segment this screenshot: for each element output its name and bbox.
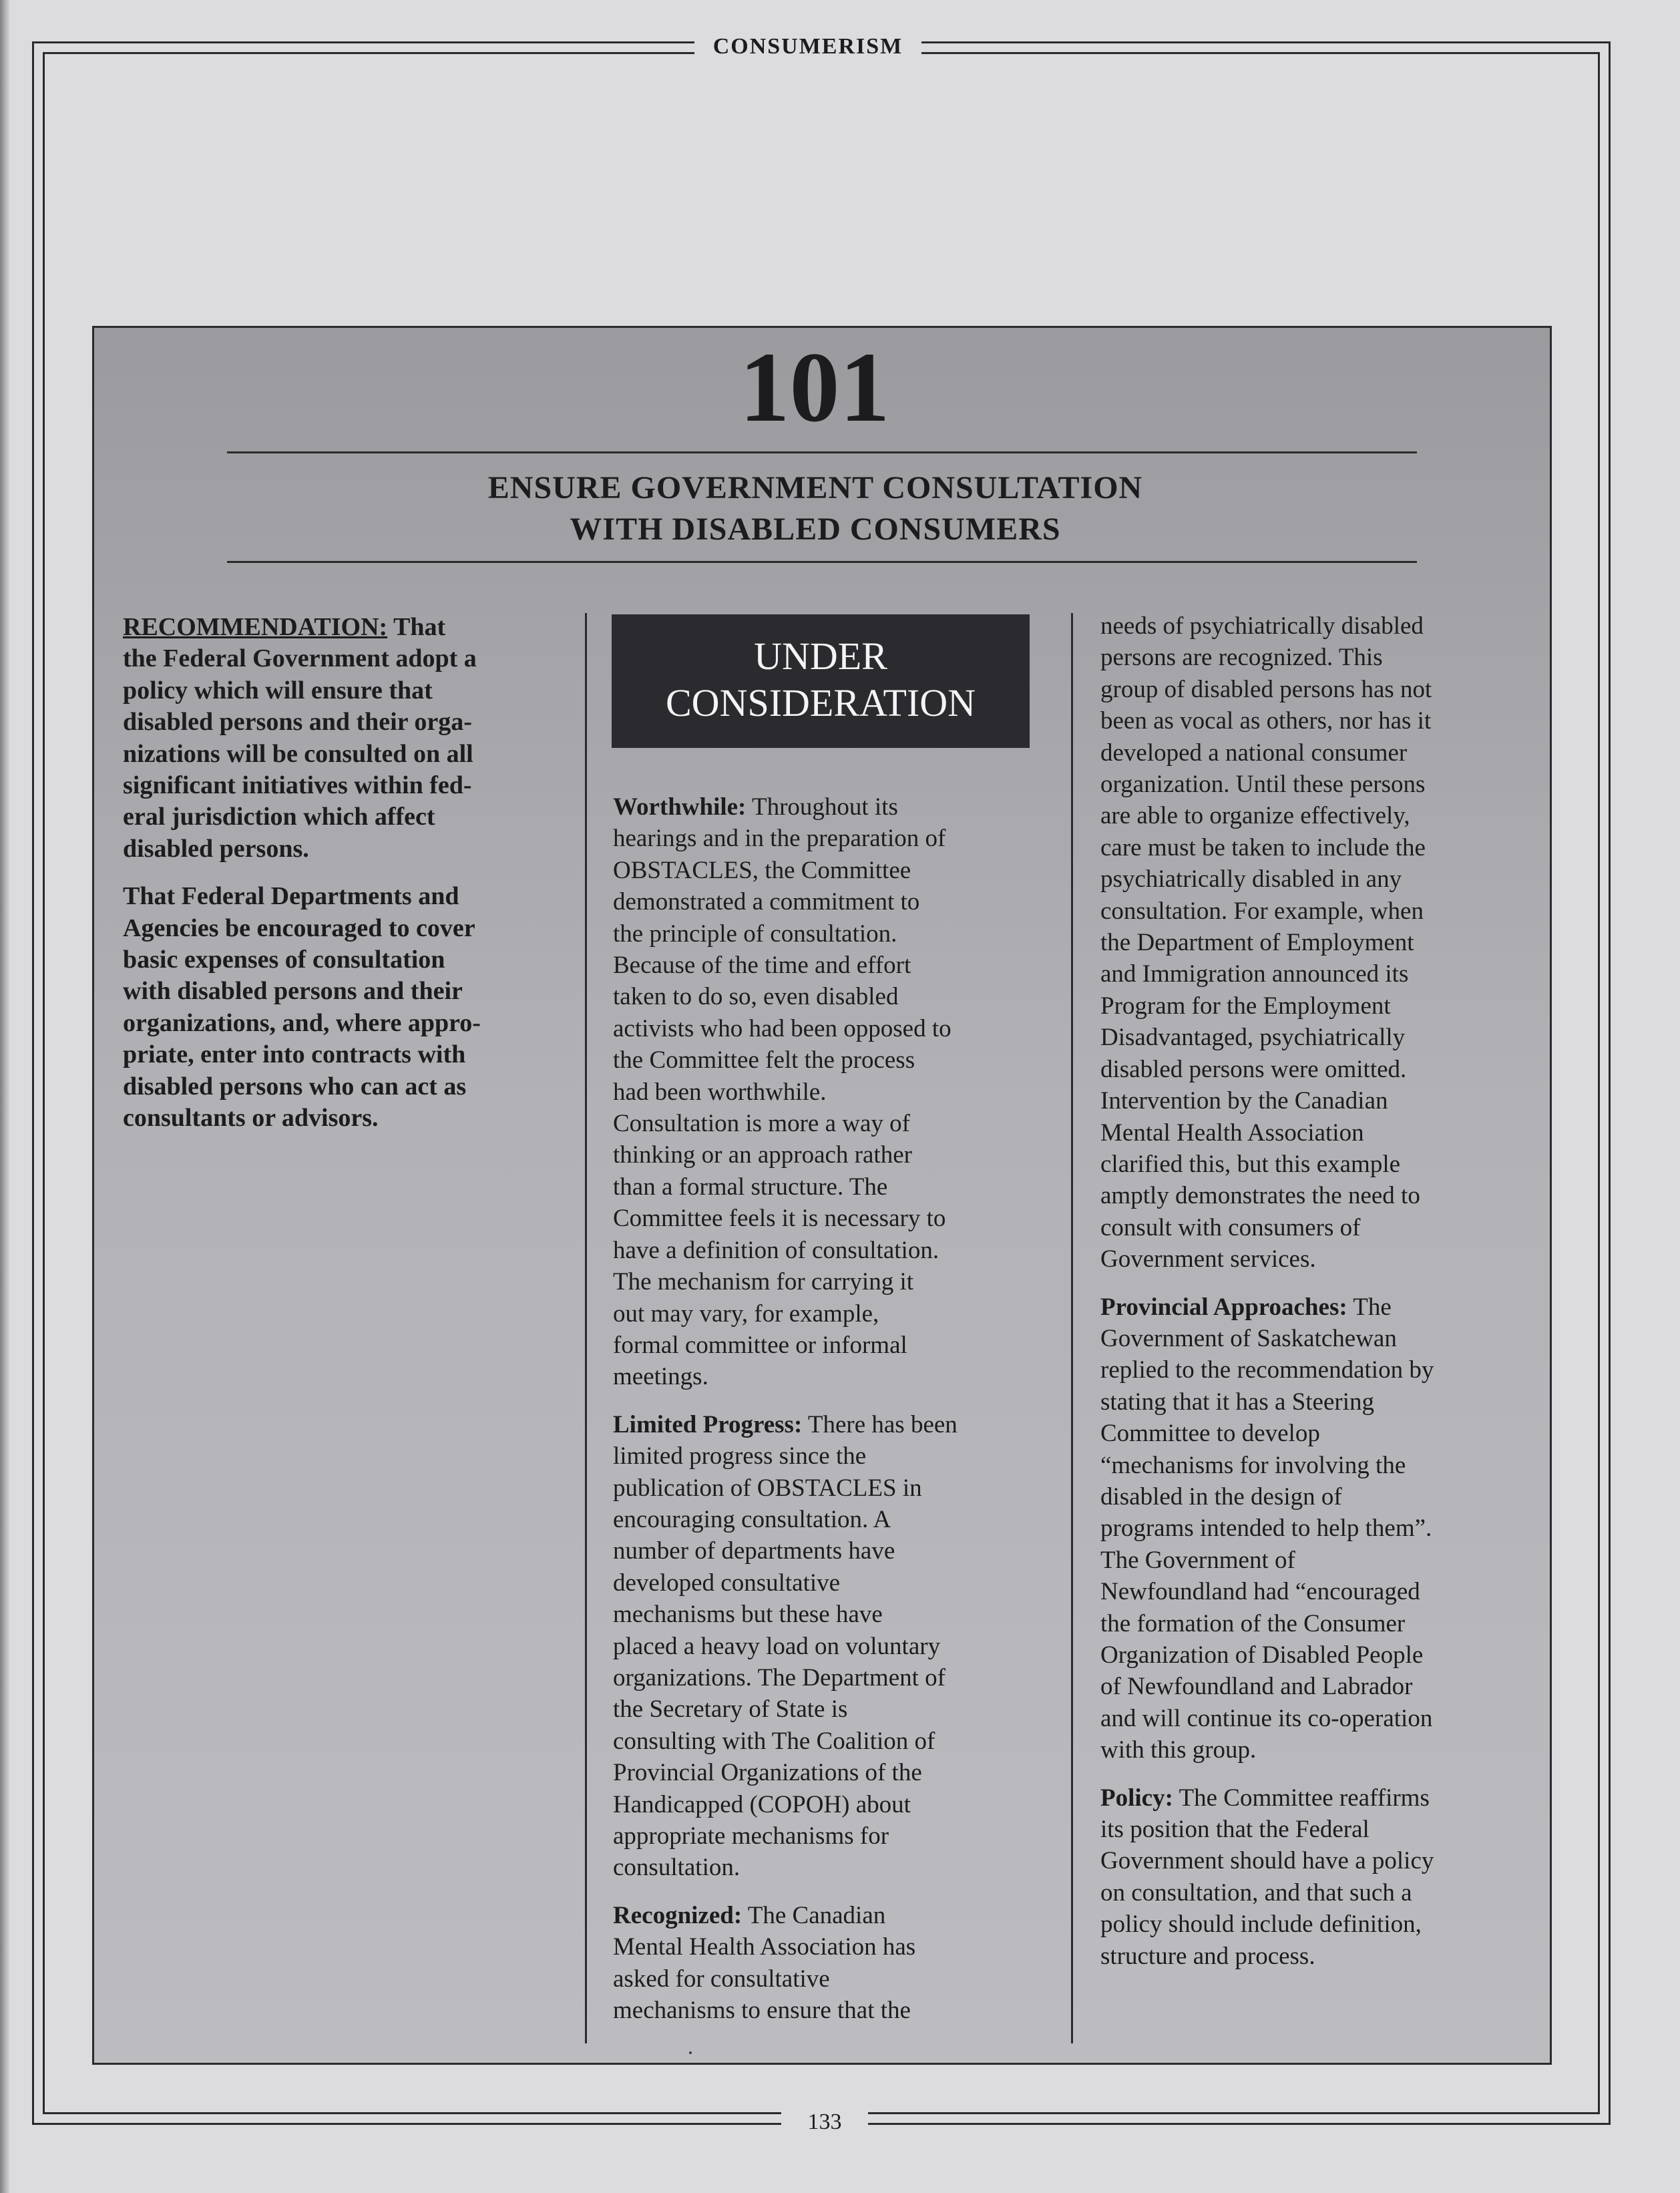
text-line: replied to the recommendation by (1100, 1356, 1434, 1384)
text-line: Committee to develop (1100, 1420, 1320, 1448)
column-divider-right (1071, 613, 1073, 2043)
text-line: hearings and in the preparation of (613, 825, 946, 853)
text-line: care must be taken to include the (1100, 833, 1426, 861)
text-line: OBSTACLES, the Committee (613, 856, 911, 884)
text-line: Program for the Employment (1100, 992, 1391, 1020)
title-rule-bottom (227, 561, 1417, 563)
provincial-approaches-paragraph (1100, 1291, 1528, 1766)
text-line: and Immigration announced its (1100, 960, 1409, 988)
text-line: disabled persons and their orga- (123, 708, 472, 737)
text-line: stating that it has a Steering (1100, 1388, 1374, 1416)
text-line: the principle of consultation. (613, 920, 897, 948)
recommendation-paragraph-2 (123, 881, 550, 1134)
text-line: persons are recognized. This (1100, 644, 1383, 672)
text-line: amptly demonstrates the need to (1100, 1182, 1420, 1210)
text-line: The mechanism for carrying it (613, 1268, 913, 1296)
text-line: priate, enter into contracts with (123, 1040, 466, 1069)
section-lead: Worthwhile: (613, 793, 747, 821)
text-line: group of disabled persons has not (1100, 675, 1432, 703)
text-line: significant initiatives within fed- (123, 771, 472, 800)
text-line: with this group. (1100, 1736, 1257, 1764)
commentary-column-middle (613, 791, 1040, 2042)
section-lead: Policy: (1100, 1784, 1173, 1812)
text-line: demonstrated a commitment to (613, 888, 920, 916)
recognized-paragraph (613, 1900, 1040, 2027)
text-line: psychiatrically disabled in any (1100, 865, 1402, 893)
text-line: Throughout its (746, 793, 898, 821)
text-line: its position that the Federal (1100, 1816, 1370, 1844)
text-line: been as vocal as others, nor has it (1100, 707, 1432, 735)
page-number: 133 (781, 2104, 868, 2141)
recommendation-column (123, 612, 550, 1151)
text-line: the Federal Government adopt a (123, 644, 477, 673)
text-line: of Newfoundland and Labrador (1100, 1673, 1413, 1701)
text-line: are able to organize effectively, (1100, 802, 1410, 830)
text-line: activists who had been opposed to (613, 1014, 952, 1042)
section-lead: Recognized: (613, 1901, 743, 1929)
text-line: Provincial Organizations of the (613, 1759, 922, 1787)
text-line: developed a national consumer (1100, 739, 1408, 767)
text-line: The Canadian (742, 1901, 886, 1929)
worthwhile-paragraph (613, 791, 1040, 1393)
text-line: That Federal Departments and (123, 882, 459, 911)
text-line: Committee feels it is necessary to (613, 1205, 946, 1233)
text-line: have a definition of consultation. (613, 1236, 939, 1264)
text-line: publication of OBSTACLES in (613, 1474, 922, 1502)
text-line: The Government of (1100, 1546, 1295, 1574)
text-line: than a formal structure. The (613, 1173, 888, 1201)
text-line: and will continue its co-operation (1100, 1704, 1433, 1732)
text-line: number of departments have (613, 1537, 895, 1565)
text-line: Government of Saskatchewan (1100, 1324, 1397, 1352)
text-line: disabled in the design of (1100, 1482, 1342, 1511)
text-line: Intervention by the Canadian (1100, 1087, 1388, 1115)
item-number: 101 (739, 332, 890, 443)
text-line: consultants or advisors. (123, 1104, 379, 1133)
text-line: limited progress since the (613, 1442, 867, 1470)
text-line: developed consultative (613, 1569, 841, 1597)
item-title-line: WITH DISABLED CONSUMERS (570, 512, 1061, 547)
text-line: the Department of Employment (1100, 929, 1414, 957)
text-line: asked for consultative (613, 1965, 830, 1993)
text-line: encouraging consultation. A (613, 1505, 891, 1533)
text-line: Disadvantaged, psychiatrically (1100, 1024, 1406, 1052)
text-line: Government should have a policy (1100, 1847, 1434, 1875)
text-line: The (1347, 1293, 1392, 1321)
text-line: the formation of the Consumer (1100, 1609, 1406, 1637)
text-line: basic expenses of consultation (123, 946, 445, 974)
text-line: organizations, and, where appro- (123, 1008, 481, 1037)
text-line: programs intended to help them”. (1100, 1515, 1432, 1543)
text-line: mechanisms to ensure that the (613, 1997, 911, 2025)
text-line: formal committee or informal (613, 1331, 907, 1359)
text-line: nizations will be consulted on all (123, 739, 473, 768)
text-line: Handicapped (COPOH) about (613, 1790, 911, 1818)
text-line: appropriate mechanisms for (613, 1822, 889, 1850)
commentary-column-right (1100, 610, 1528, 1988)
ink-speck (689, 2051, 692, 2054)
text-line: Organization of Disabled People (1100, 1641, 1424, 1669)
text-line: organizations. The Department of (613, 1663, 946, 1691)
text-line: on consultation, and that such a (1100, 1878, 1412, 1907)
text-line: Newfoundland had “encouraged (1100, 1578, 1420, 1606)
text-line: Consultation is more a way of (613, 1110, 910, 1138)
recommendation-paragraph (123, 612, 550, 865)
text-line: the Committee felt the process (613, 1046, 915, 1074)
text-line: the Secretary of State is (613, 1696, 848, 1724)
text-line: structure and process. (1100, 1942, 1315, 1970)
text-line: “mechanisms for involving the (1100, 1451, 1406, 1479)
text-line: taken to do so, even disabled (613, 983, 899, 1011)
text-line: thinking or an approach rather (613, 1141, 912, 1169)
status-badge (612, 614, 1030, 748)
text-line: meetings. (613, 1363, 708, 1391)
text-line: mechanisms but these have (613, 1601, 883, 1629)
column-divider-left (585, 613, 587, 2043)
text-line: out may vary, for example, (613, 1300, 879, 1328)
text-line: There has been (802, 1410, 958, 1438)
item-title (227, 467, 1404, 550)
text-line: That (387, 613, 446, 641)
section-lead: Limited Progress: (613, 1410, 803, 1438)
text-line: policy should include definition, (1100, 1911, 1422, 1939)
recommendation-label: RECOMMENDATION: (123, 613, 388, 641)
limited-progress-paragraph (613, 1409, 1040, 1884)
page-binding-edge (0, 0, 9, 2193)
continued-paragraph (1100, 610, 1528, 1275)
status-line: CONSIDERATION (666, 681, 976, 725)
policy-paragraph (1100, 1782, 1528, 1972)
text-line: with disabled persons and their (123, 977, 463, 1006)
title-rule-top (227, 451, 1417, 453)
running-head: CONSUMERISM (694, 27, 921, 67)
text-line: eral jurisdiction which affect (123, 803, 435, 831)
text-line: had been worthwhile. (613, 1078, 827, 1106)
text-line: Government services. (1100, 1245, 1316, 1273)
status-line: UNDER (754, 634, 887, 678)
text-line: consultation. For example, when (1100, 897, 1424, 925)
text-line: disabled persons who can act as (123, 1072, 467, 1101)
text-line: disabled persons. (123, 834, 309, 863)
text-line: consult with consumers of (1100, 1213, 1361, 1241)
text-line: Because of the time and effort (613, 952, 911, 980)
text-line: needs of psychiatrically disabled (1100, 612, 1424, 640)
text-line: policy which will ensure that (123, 676, 433, 705)
item-title-line: ENSURE GOVERNMENT CONSULTATION (487, 470, 1143, 506)
text-line: consultation. (613, 1854, 741, 1882)
text-line: organization. Until these persons (1100, 771, 1426, 799)
text-line: The Committee reaffirms (1173, 1784, 1430, 1812)
section-lead: Provincial Approaches: (1100, 1293, 1347, 1321)
text-line: clarified this, but this example (1100, 1150, 1401, 1178)
text-line: placed a heavy load on voluntary (613, 1632, 941, 1660)
text-line: disabled persons were omitted. (1100, 1055, 1407, 1083)
text-line: Mental Health Association has (613, 1933, 916, 1961)
text-line: Mental Health Association (1100, 1119, 1364, 1147)
text-line: Agencies be encouraged to cover (123, 914, 475, 942)
text-line: consulting with The Coalition of (613, 1727, 935, 1755)
